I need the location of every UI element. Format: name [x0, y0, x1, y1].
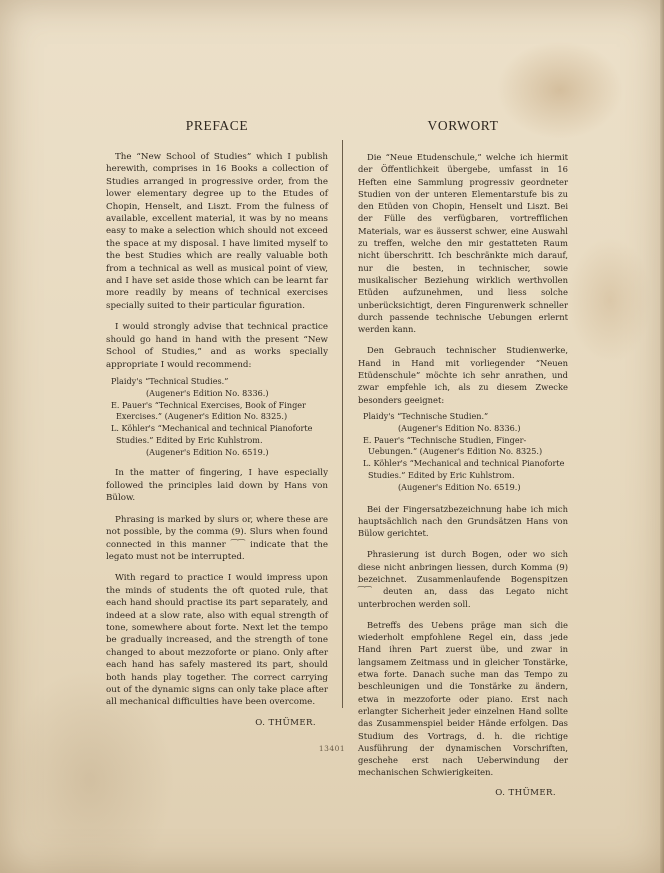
preface-column	[106, 118, 328, 728]
recommendation-list	[106, 376, 328, 459]
vorwort-title: VORWORT	[427, 118, 499, 133]
vorwort-column	[358, 118, 568, 798]
vorwort-paragraph: Phrasierung ist durch Bogen, oder wo sich diese nicht anbringen liessen, durch Komma (9) bezeichnet. Zusammenlaufende Bogenspitzen ⁀⁀ deuten an, dass das Legato nicht unterbrochen werden soll.	[358, 549, 568, 609]
recommendation-item	[358, 435, 568, 459]
preface-signature: O. THÜMER.	[255, 717, 316, 728]
recommendation-edition: (Augener's Edition No. 8336.)	[146, 387, 269, 398]
plate-number: 13401	[318, 744, 346, 753]
recommendation-edition: (Augener's Edition No. 6519.)	[146, 446, 269, 457]
recommendation-edition: (Augener's Edition No. 8336.)	[398, 422, 521, 433]
recommendation-item	[106, 400, 328, 424]
vorwort-paragraph: Den Gebrauch technischer Studienwerke, Hand in Hand mit vorliegender “Neuen Etüdenschule” möchte ich sehr anrathen, und zwar empfehle ich, als zu diesem Zwecke besonders geeignet:	[358, 345, 568, 405]
recommendation-item	[106, 376, 328, 400]
vorwort-paragraph: Betreffs des Uebens präge man sich die wiederholt empfohlene Regel ein, dass jede Hand ihren Part zuerst übe, und zwar in langsamem Zeitmass und in gleicher Tonstärke, etwa forte. Danach suche man das Tempo zu beschleunigen und die Tonstärke zu ändern, etwa in mezzoforte oder piano. Erst nach erlangter Sicherheit jeder einzelnen Hand sollte das Zusammenspiel beider Hände erfolgen. Das Studium des Vortrags, d. h. die richtige Ausführung der dynamischen Vorschriften, geschehe erst nach Ueberwindung der mechanischen Schwierigkeiten.	[358, 619, 568, 778]
preface-paragraph: With regard to practice I would impress upon the minds of students the oft quoted rule, that each hand should practise its part separately, and indeed at a slow rate, also with equal strength of tone, somewhere about forte. Next let the tempo be gradually increased, and the strength of tone changed to about mezzoforte or piano. Only after each hand has safely mastered its part, should both hands play together. The correct carrying out of the dynamic signs can only take place after all mechanical difficulties have been overcome.	[106, 573, 328, 708]
preface-paragraph: I would strongly advise that technical practice should go hand in hand with the present “New School of Studies,” and as works specially appropriate I would recommend:	[106, 322, 328, 370]
preface-paragraph: In the matter of fingering, I have especially followed the principles laid down by Hans von Bülow.	[106, 468, 328, 504]
preface-title: PREFACE	[185, 118, 249, 133]
recommendation-work: E. Pauer's “Technical Exercises, Book of Finger Exercises.” (Augener's Edition No. 8325.)	[111, 399, 306, 422]
recommendation-item	[358, 458, 568, 493]
recommendation-work: L. Köhler's “Mechanical and technical Pianoforte Studies.” Edited by Eric Kuhlstrom.	[111, 423, 313, 445]
preface-paragraph: The “New School of Studies” which I publish herewith, comprises in 16 Books a collection of Studies arranged in progressive order, from the lower elementary degree up to the Etudes of Chopin, Henselt, and Liszt. From the fulness of available, excellent material, it was by no means easy to make a selection which should not exceed the space at my disposal. I have limited myself to the best Studies which are really valuable both from a technical as well as musical point of view, and I have set aside those which can be learnt far more readily by means of technical exercises specially suited to their particular figuration.	[106, 152, 328, 311]
recommendation-work: E. Pauer's “Technische Studien, Finger-Uebungen.” (Augener's Edition No. 8325.)	[363, 434, 543, 457]
vorwort-paragraph: Die “Neue Etudenschule,” welche ich hiermit der Öffentlichkeit übergebe, umfasst in 16 Heften eine Sammlung progressiv geordneter Studien von der unteren Elementarstufe bis zu den Etüden von Chopin, Henselt und Liszt. Bei der Fülle des verfügbaren, vortrefflichen Materials, war es äusserst schwer, eine Auswahl zu treffen, welche den mir gestatteten Raum nicht überschritt. Ich beschränkte mich darauf, nur die besten, in technischer, sowie musikalischer Beziehung wirklich werthvollen Etüden aufzunehmen, und liess solche unberücksichtigt, deren Fingurenwerk schneller durch passende technische Uebungen erlernt werden kann.	[358, 152, 568, 335]
recommendation-work: Plaidy's “Technische Studien.”	[363, 410, 489, 421]
vorwort-signature: O. THÜMER.	[495, 787, 556, 798]
recommendation-item	[106, 423, 328, 458]
recommendation-list	[358, 411, 568, 494]
recommendation-work: Plaidy's “Technical Studies.”	[111, 375, 229, 386]
column-divider	[342, 140, 343, 708]
preface-paragraph: Phrasing is marked by slurs or, where these are not possible, by the comma (9). Slurs when found connected in this manner ⁀⁀ indicate that the legato must not be interrupted.	[106, 514, 328, 562]
page-edge-shadow	[660, 0, 664, 873]
vorwort-paragraph: Bei der Fingersatzbezeichnung habe ich mich hauptsächlich nach den Grundsätzen Hans von Bülow gerichtet.	[358, 503, 568, 539]
recommendation-edition: (Augener's Edition No. 6519.)	[398, 481, 521, 492]
recommendation-item	[358, 411, 568, 435]
recommendation-work: L. Köhler's “Mechanical and technical Pianoforte Studies.” Edited by Eric Kuhlstrom.	[363, 458, 565, 480]
